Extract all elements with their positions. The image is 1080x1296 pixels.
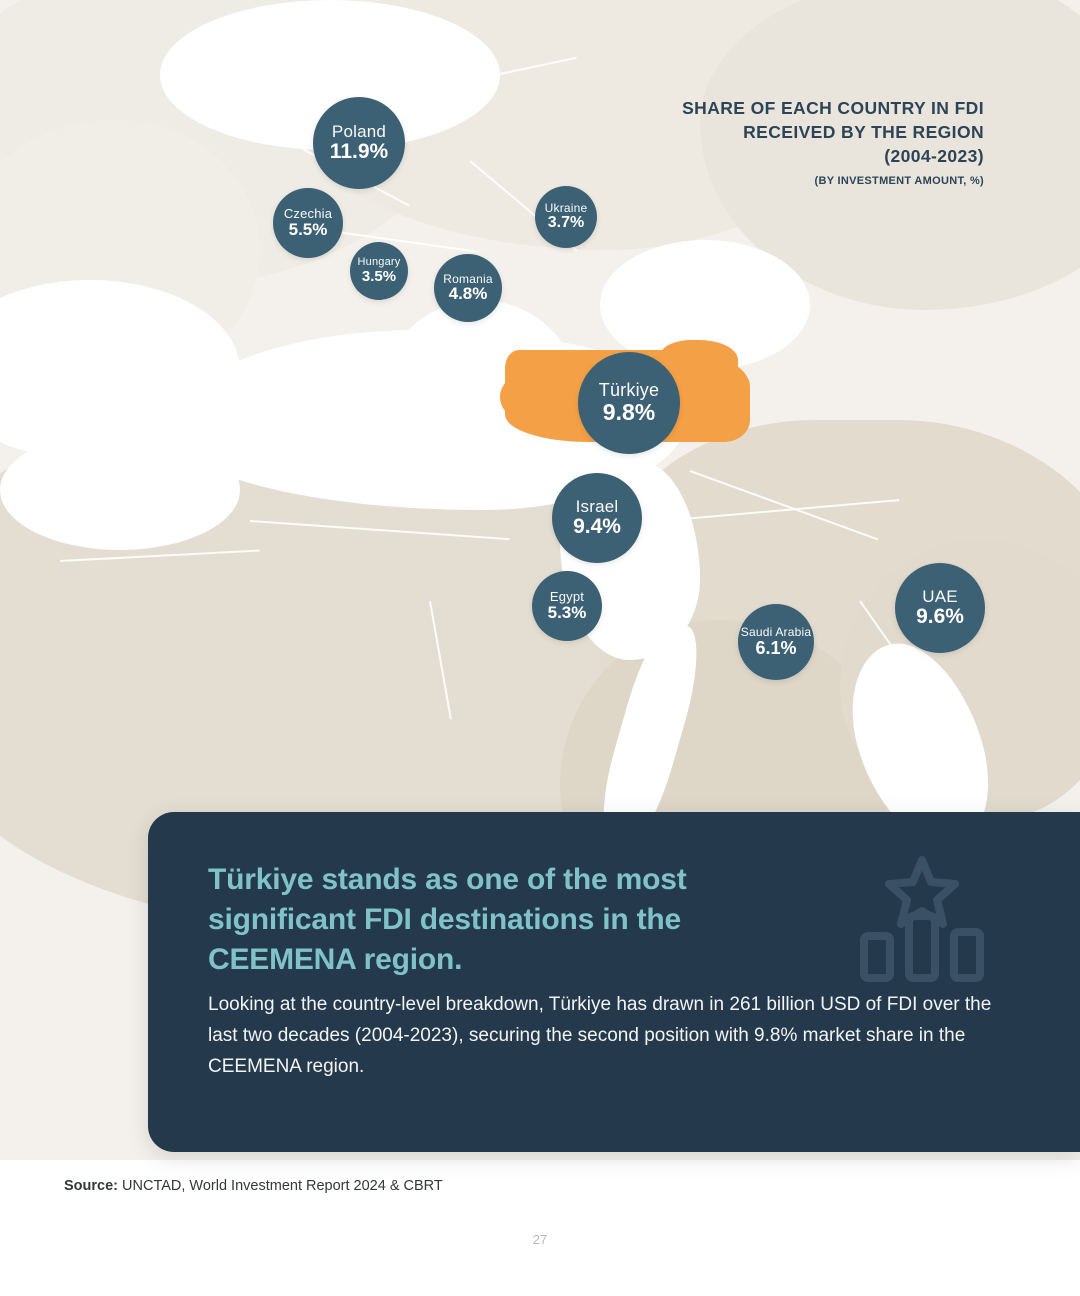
country-bubble xyxy=(895,563,985,653)
sea-shape xyxy=(0,430,240,550)
chart-title-line: (2004-2023) xyxy=(884,146,984,167)
country-bubble xyxy=(273,188,343,258)
chart-title-line: SHARE OF EACH COUNTRY IN FDI xyxy=(682,98,984,118)
bubble-value-label: 11.9% xyxy=(329,139,389,163)
page-number: 27 xyxy=(532,1232,548,1247)
bubble-value-label: 3.7% xyxy=(547,213,585,231)
bubble-value-label: 9.4% xyxy=(573,514,621,538)
callout-heading: Türkiye stands as one of the most significant FDI destinations in the CEEMENA region. xyxy=(208,863,687,976)
bubble-country-label: Türkiye xyxy=(598,380,660,401)
bubble-country-label: Hungary xyxy=(357,256,401,269)
country-bubble xyxy=(434,254,502,322)
bubble-country-label: Israel xyxy=(575,497,619,517)
chart-subtitle: (BY INVESTMENT AMOUNT, %) xyxy=(814,175,984,188)
country-bubble xyxy=(738,604,814,680)
country-bubble xyxy=(535,186,597,248)
bubble-value-label: 4.8% xyxy=(448,284,488,304)
bubble-country-label: Poland xyxy=(331,122,387,142)
bubble-country-label: Romania xyxy=(443,271,493,286)
bar-chart-star-icon xyxy=(852,854,992,984)
bubble-value-label: 6.1% xyxy=(755,637,797,658)
bubble-value-label: 9.6% xyxy=(916,604,964,628)
bubble-value-label: 5.3% xyxy=(547,602,587,622)
source-note xyxy=(64,1178,443,1194)
bubble-value-label: 3.5% xyxy=(361,267,397,285)
source-text: UNCTAD, World Investment Report 2024 & CBRT xyxy=(122,1178,443,1194)
source-label: Source: xyxy=(64,1178,118,1194)
chart-title-line: RECEIVED BY THE REGION xyxy=(743,122,984,143)
country-bubble xyxy=(313,97,405,189)
country-bubble xyxy=(532,571,602,641)
chart-title-block xyxy=(514,96,984,187)
turkiye-highlight-shape xyxy=(660,340,738,380)
bubble-country-label: UAE xyxy=(922,587,958,607)
bubble-country-label: Ukraine xyxy=(544,201,588,216)
bubble-country-label: Egypt xyxy=(549,589,585,605)
country-bubble xyxy=(552,473,642,563)
bubble-value-label: 5.5% xyxy=(288,219,328,239)
bubble-country-label: Czechia xyxy=(283,206,333,222)
bubble-country-label: Saudi Arabia xyxy=(740,625,812,640)
callout-card xyxy=(148,812,1080,1152)
bubble-value-label: 9.8% xyxy=(602,399,656,426)
callout-body-text: Looking at the country-level breakdown, Türkiye has drawn in 261 billion USD of FDI over the last two decades (2004-2023), securing the second position with 9.8% market share in the CEEMENA region. xyxy=(208,994,992,1077)
country-bubble xyxy=(350,242,408,300)
country-bubble xyxy=(578,352,680,454)
